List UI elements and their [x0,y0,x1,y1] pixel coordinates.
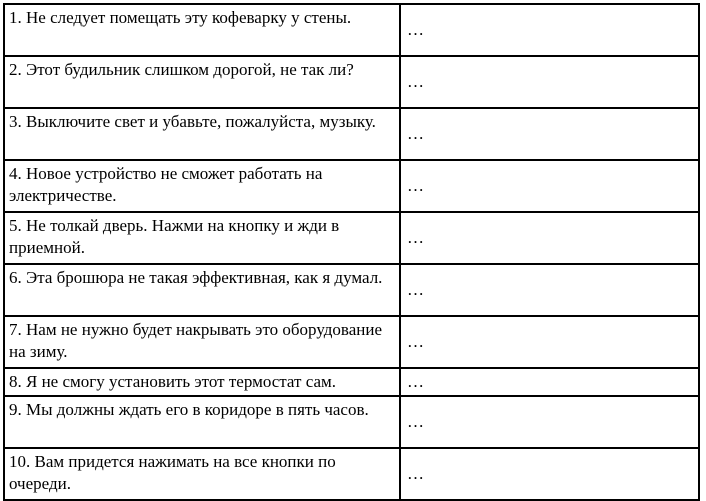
sentence-cell: 3. Выключите свет и убавьте, пожалуйста, музыку. [4,108,400,160]
table-row [4,264,699,316]
sentence-cell: 5. Не толкай дверь. Нажми на кнопку и жди в приемной. [4,212,400,264]
answer-cell: … [400,160,699,212]
table-row [4,448,699,500]
sentence-cell: 4. Новое устройство не сможет работать на электричестве. [4,160,400,212]
sentence-cell: 8. Я не смогу установить этот термостат сам. [4,368,400,396]
answer-cell: … [400,396,699,448]
sentence-cell: 9. Мы должны ждать его в коридоре в пять часов. [4,396,400,448]
answer-cell: … [400,316,699,368]
translation-exercise-table [3,3,700,501]
sentence-cell: 1. Не следует помещать эту кофеварку у стены. [4,4,400,56]
table-row [4,368,699,396]
table-row [4,160,699,212]
sentence-cell: 2. Этот будильник слишком дорогой, не так ли? [4,56,400,108]
answer-cell: … [400,56,699,108]
answer-cell: … [400,448,699,500]
sentence-cell: 10. Вам придется нажимать на все кнопки по очереди. [4,448,400,500]
answer-cell: … [400,368,699,396]
table-row [4,396,699,448]
table-row [4,4,699,56]
sentence-cell: 6. Эта брошюра не такая эффективная, как я думал. [4,264,400,316]
table-row [4,56,699,108]
answer-cell: … [400,108,699,160]
answer-cell: … [400,4,699,56]
sentence-cell: 7. Нам не нужно будет накрывать это оборудование на зиму. [4,316,400,368]
answer-cell: … [400,264,699,316]
table-row [4,316,699,368]
answer-cell: … [400,212,699,264]
table-row [4,108,699,160]
table-row [4,212,699,264]
